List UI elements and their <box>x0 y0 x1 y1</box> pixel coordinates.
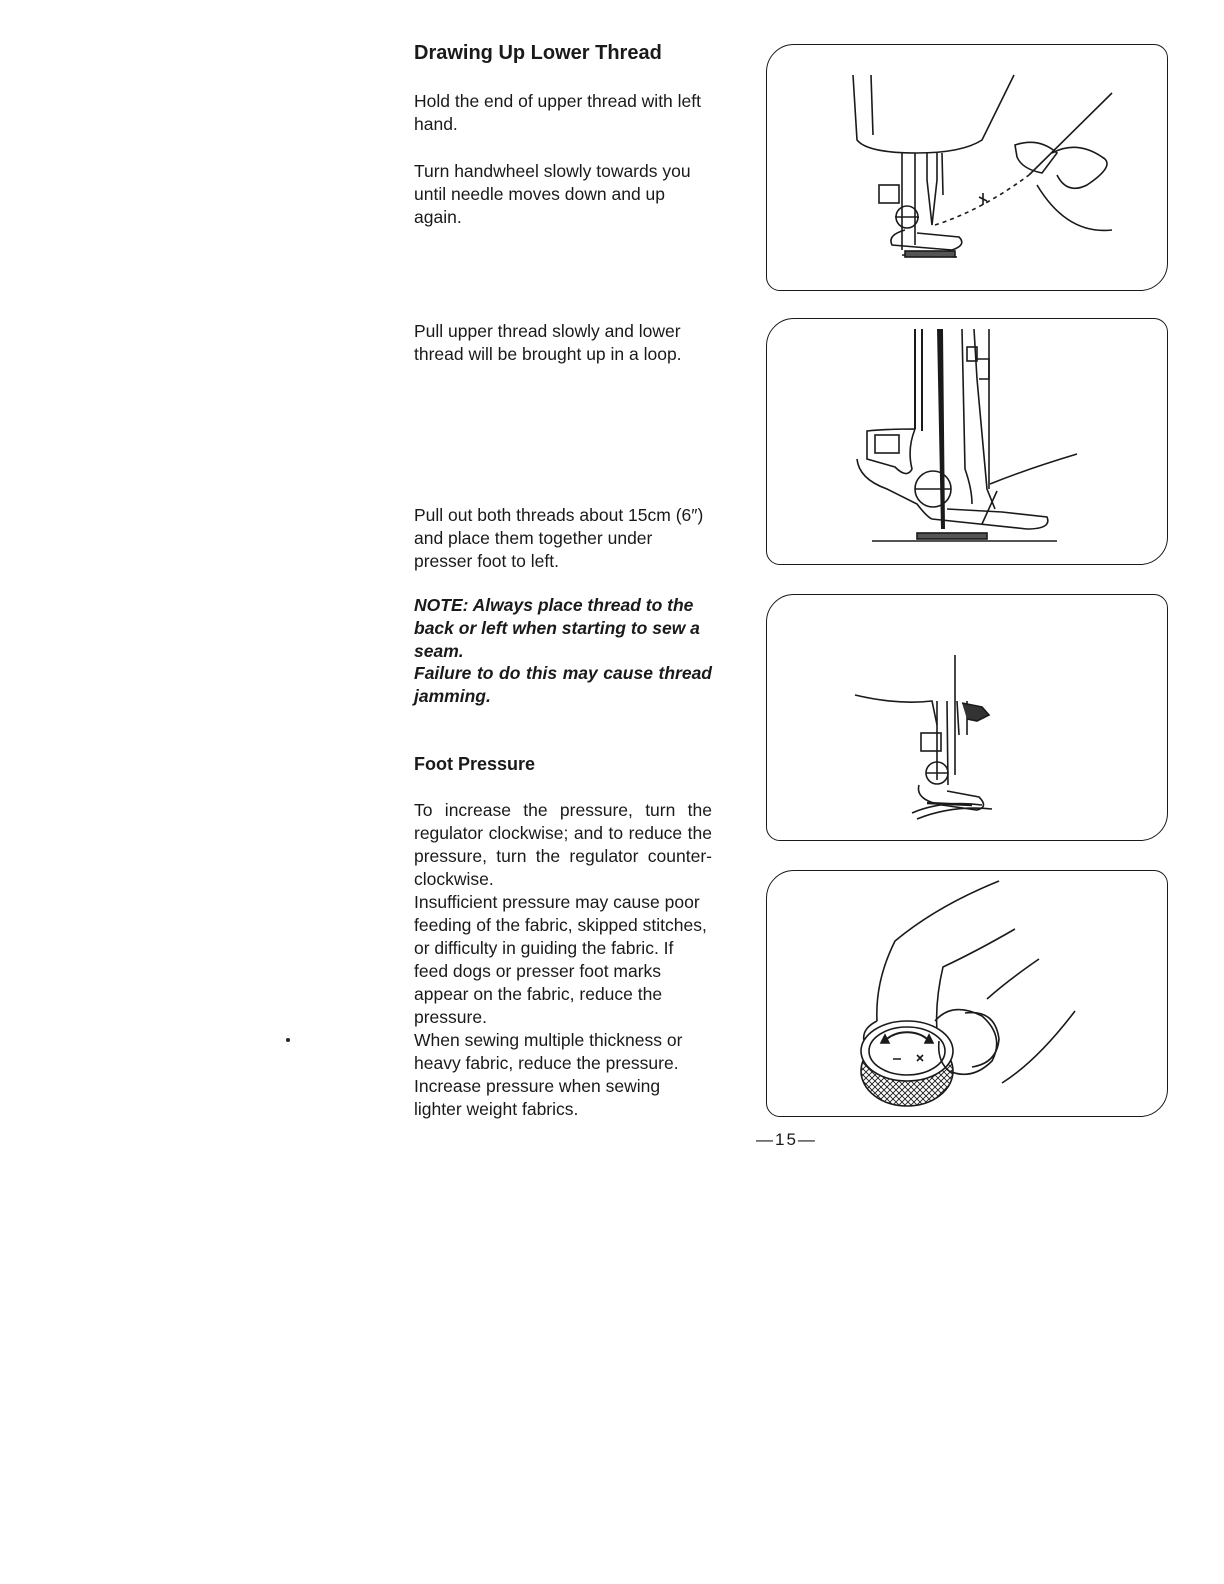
illustration-lower-thread-loop <box>766 318 1168 565</box>
page-number: —15— <box>756 1130 817 1149</box>
note-thread-placement: NOTE: Always place thread to the back or left when starting to sew a seam. <box>414 595 700 661</box>
instruction-hold-thread: Hold the end of upper thread with left hand. <box>414 91 701 134</box>
illustration-pressure-regulator <box>766 870 1168 1117</box>
illustration-hold-upper-thread <box>766 44 1168 291</box>
scan-speck <box>286 1038 290 1042</box>
section-title-foot-pressure: Foot Pressure <box>414 754 536 774</box>
instruction-pull-upper-thread: Pull upper thread slowly and lower thread will be brought up in a loop. <box>414 321 682 364</box>
instruction-pull-out-threads: Pull out both threads about 15cm (6″) and place them together under presser foot to left. <box>414 505 704 571</box>
instruction-heavy-fabric: When sewing multiple thickness or heavy fabric, reduce the pressure. Increase pressure when sewing lighter weight fabrics. <box>414 1030 683 1119</box>
instruction-turn-handwheel: Turn handwheel slowly towards you until needle moves down and up again. <box>414 161 691 227</box>
section-title-drawing-up-lower-thread: Drawing Up Lower Thread <box>414 42 662 64</box>
note-thread-jamming: Failure to do this may cause thread jamming. <box>414 663 712 706</box>
instruction-increase-pressure: To increase the pressure, turn the regulator clockwise; and to reduce the pressure, turn the regulator counter-clockwise. <box>414 800 712 889</box>
instruction-insufficient-pressure: Insufficient pressure may cause poor feeding of the fabric, skipped stitches, or difficulty in guiding the fabric. If feed dogs or presser foot marks appear on the fabric, reduce the pressure. <box>414 892 707 1027</box>
illustration-threads-under-foot <box>766 594 1168 841</box>
